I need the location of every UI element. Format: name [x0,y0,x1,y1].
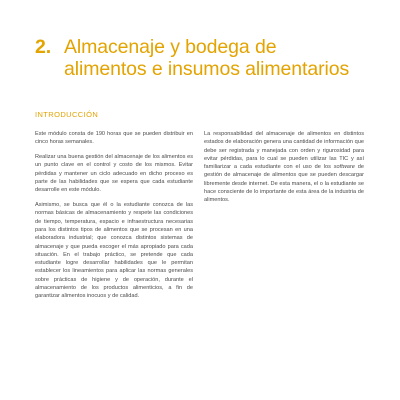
paragraph-duration: Este módulo consta de 190 horas que se pueden distribuir en cinco horas semanales. [35,131,193,146]
paragraph-norms: Asimismo, se busca que él o la estudiante conozca de las normas básicas de almacenamiento y respete las condiciones de tiempo, temperatura, espacio e infraestructura necesarias para los distintos tipos de alimentos que se procesan en una elaboradora industrial; que conozca distintos sistemas de almacenaje y que pueda escoger el más apropiado para cada situación. En el trabajo práctico, se pretende que cada estudiante logre desarrollar habilidades que le permitan establecer los lineamientos para aplicar las normas generales sobre prácticas de higiene y de operación, durante el almacenamiento de los productos alimenticios, a fin de garantizar alimentos inocuos y de calidad. [35,202,193,300]
chapter-title [64,36,384,80]
chapter-number: 2. [35,36,52,58]
section-label-introduccion: INTRODUCCIÓN [35,110,99,119]
paragraph-responsibility-part-2: de gestión de almacenaje de alimentos que se pueden descargar libremente desde internet. De esta manera, el o la estudiante se hace consciente de lo importante de esta área de la industria de alimentos. [204,164,364,204]
right-text-column [204,130,364,211]
paragraph-responsibility [204,130,364,205]
paragraph-responsibility-part-1: La responsabilidad del almacenaje de alimentos en distintos estados de elaboración genera una cantidad de información que debe ser registrada y manejada con orden y rigurosidad para evitar pérdidas, para lo cual se pueden utilizar las TIC y así familiarizar a cada estudiante con el uso de los [204,131,364,171]
chapter-title-line-1: Almacenaje y bodega de [64,36,277,58]
paragraph-responsibility-italic: software [333,164,355,171]
left-text-column [35,130,193,307]
chapter-title-line-2: alimentos e insumos alimentarios [64,58,350,80]
paragraph-storage-management: Realizar una buena gestión del almacenaje de los alimentos es un punto clave en el control y costo de los mismos. Evitar pérdidas y mantener un ciclo adecuado en dicho proceso es parte de las habilidades que se espera que cada estudiante desarrolle en este módulo. [35,154,193,194]
